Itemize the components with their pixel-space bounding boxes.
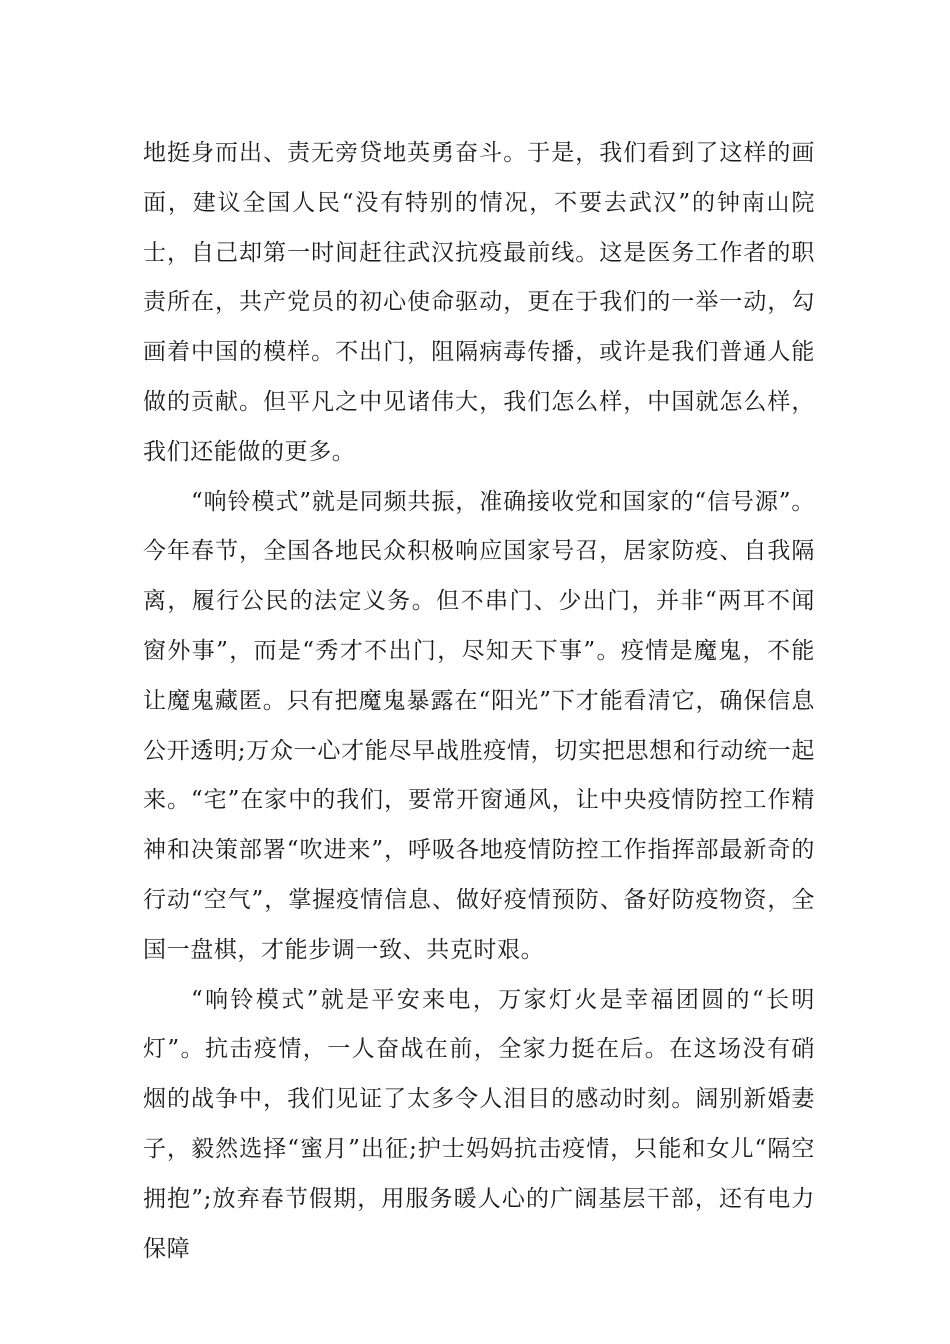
document-body: [143, 129, 815, 1274]
paragraph: 地挺身而出、责无旁贷地英勇奋斗。于是，我们看到了这样的画面，建议全国人民“没有特别的情况，不要去武汉”的钟南山院士，自己却第一时间赶往武汉抗疫最前线。这是医务工作者的职责所在，共产党员的初心使命驱动，更在于我们的一举一动，勾画着中国的模样。不出门，阻隔病毒传播，或许是我们普通人能做的贡献。但平凡之中见诸伟大，我们怎么样，中国就怎么样，我们还能做的更多。: [143, 140, 815, 465]
paragraph: “响铃模式”就是平安来电，万家灯火是幸福团圆的“长明灯”。抗击疫情，一人奋战在前，全家力挺在后。在这场没有硝烟的战争中，我们见证了太多令人泪目的感动时刻。阔别新婚妻子，毅然选择“蜜月”出征;护士妈妈抗击疫情，只能和女儿“隔空拥抱”;放弃春节假期，用服务暖人心的广阔基层干部，还有电力保障: [143, 986, 815, 1262]
paragraph: “响铃模式”就是同频共振，准确接收党和国家的“信号源”。今年春节，全国各地民众积极响应国家号召，居家防疫、自我隔离，履行公民的法定义务。但不串门、少出门，并非“两耳不闻窗外事”，而是“秀才不出门，尽知天下事”。疫情是魔鬼，不能让魔鬼藏匿。只有把魔鬼暴露在“阳光”下才能看清它，确保信息公开透明;万众一心才能尽早战胜疫情，切实把思想和行动统一起来。“宅”在家中的我们，要常开窗通风，让中央疫情防控工作精神和决策部署“吹进来”，呼吸各地疫情防控工作指挥部最新奇的行动“空气”，掌握疫情信息、做好疫情预防、备好防疫物资，全国一盘棋，才能步调一致、共克时艰。: [143, 488, 815, 963]
